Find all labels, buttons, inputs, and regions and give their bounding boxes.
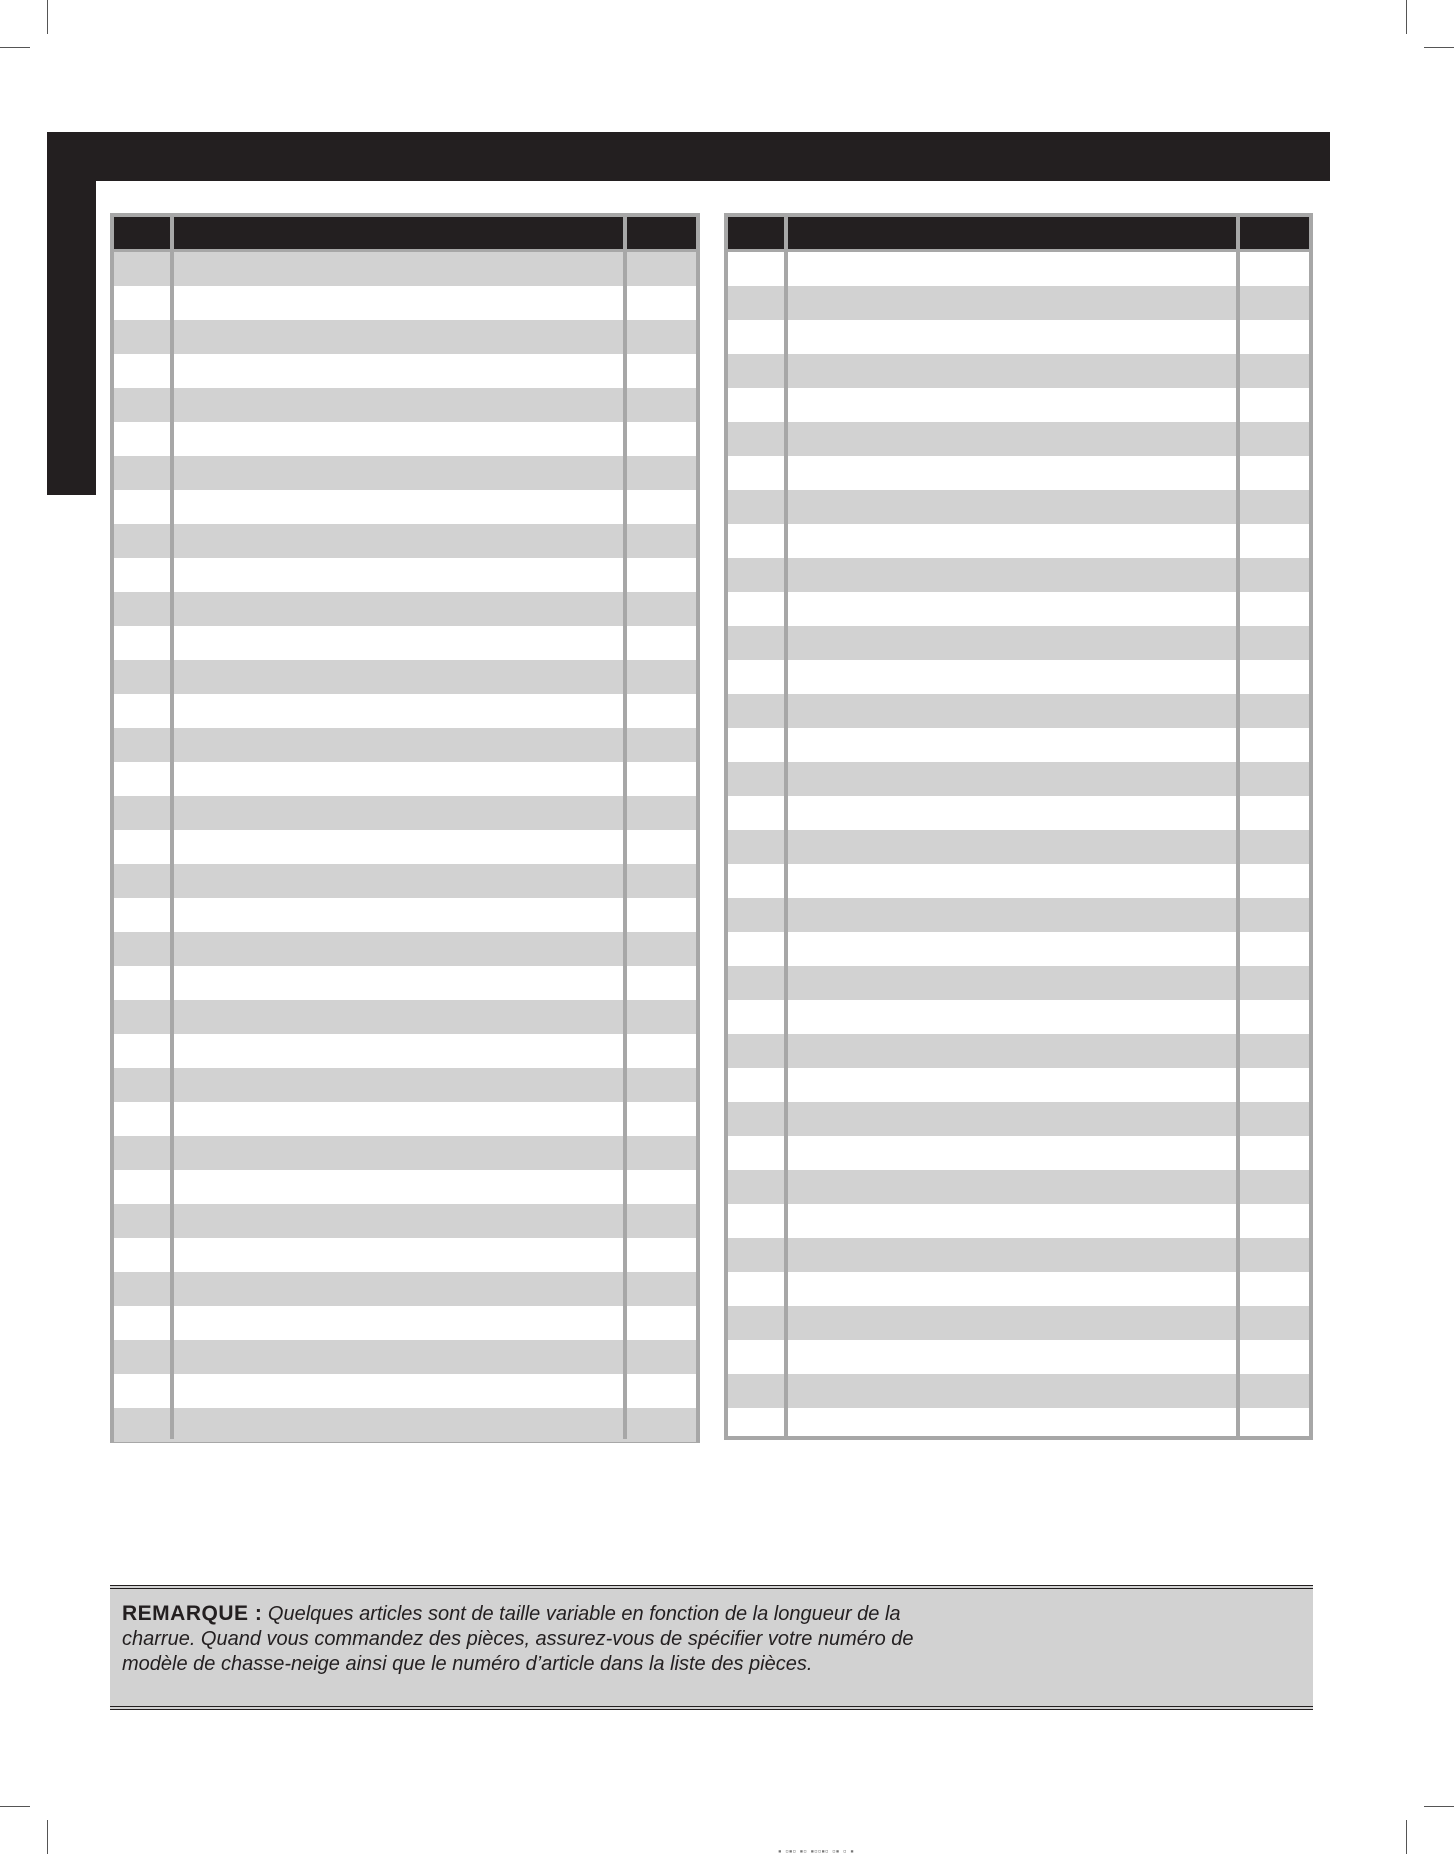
table-row [114, 728, 696, 762]
table-row [728, 1340, 1309, 1374]
table-row [114, 1000, 696, 1034]
column-header-quantity [627, 217, 696, 249]
table-row [728, 626, 1309, 660]
column-divider [784, 252, 788, 1436]
table-row [114, 660, 696, 694]
table-row [114, 796, 696, 830]
table-row [728, 728, 1309, 762]
column-header-quantity [1240, 217, 1309, 249]
table-row [114, 1272, 696, 1306]
crop-mark [1406, 0, 1407, 34]
table-row [728, 1170, 1309, 1204]
table-row [728, 762, 1309, 796]
table-row [728, 422, 1309, 456]
crop-mark [0, 1806, 30, 1807]
table-row [114, 694, 696, 728]
table-row [114, 252, 696, 286]
table-row [728, 1306, 1309, 1340]
table-row [114, 1238, 696, 1272]
table-header [728, 217, 1309, 252]
table-row [114, 422, 696, 456]
parts-table-left [110, 213, 700, 1443]
table-row [728, 558, 1309, 592]
table-row [728, 898, 1309, 932]
column-header-description [174, 217, 623, 249]
table-row [728, 354, 1309, 388]
side-tab [47, 132, 96, 495]
table-row [114, 898, 696, 932]
table-row [114, 1102, 696, 1136]
table-row [114, 1068, 696, 1102]
table-row [728, 1204, 1309, 1238]
table-row [114, 388, 696, 422]
table-row [114, 1136, 696, 1170]
column-header-item [114, 217, 170, 249]
note-body: Quelques articles sont de taille variable en fonction de la longueur de la charrue. Quand vous commandez des pièces, assurez-vous de spécifier votre numéro de modèle de chasse-neige ainsi que le numéro d’article dans la liste des pièces. [122, 1603, 914, 1675]
crop-mark [47, 1820, 48, 1854]
table-row [114, 1340, 696, 1374]
column-divider [623, 252, 627, 1439]
table-row [728, 1136, 1309, 1170]
table-row [728, 966, 1309, 1000]
table-row [728, 388, 1309, 422]
table-row [728, 1034, 1309, 1068]
table-row [114, 966, 696, 1000]
table-row [728, 320, 1309, 354]
table-row [728, 1374, 1309, 1408]
table-row [728, 524, 1309, 558]
table-row [114, 932, 696, 966]
column-header-description [788, 217, 1236, 249]
table-row [114, 1204, 696, 1238]
table-row [728, 1068, 1309, 1102]
table-body [728, 252, 1309, 1436]
table-row [728, 830, 1309, 864]
table-row [114, 1306, 696, 1340]
table-row [728, 660, 1309, 694]
column-divider [170, 252, 174, 1439]
table-row [728, 456, 1309, 490]
column-header-item [728, 217, 784, 249]
table-row [728, 932, 1309, 966]
table-row [114, 558, 696, 592]
table-row [114, 1170, 696, 1204]
table-row [728, 490, 1309, 524]
table-row [728, 1408, 1309, 1442]
table-row [114, 1034, 696, 1068]
table-row [114, 286, 696, 320]
crop-mark [1424, 1806, 1454, 1807]
crop-mark [0, 47, 30, 48]
table-row [114, 524, 696, 558]
page-header-bar [47, 132, 1330, 181]
table-row [728, 592, 1309, 626]
table-row [114, 1374, 696, 1408]
table-row [114, 592, 696, 626]
table-row [728, 1000, 1309, 1034]
table-row [114, 354, 696, 388]
table-row [114, 320, 696, 354]
table-header [114, 217, 696, 252]
table-row [114, 830, 696, 864]
table-row [114, 456, 696, 490]
table-row [728, 252, 1309, 286]
column-divider [1236, 252, 1240, 1436]
table-row [728, 1272, 1309, 1306]
note-box [110, 1585, 1313, 1710]
table-row [114, 864, 696, 898]
crop-mark [1424, 47, 1454, 48]
crop-mark [47, 0, 48, 34]
table-row [114, 1408, 696, 1442]
parts-table-right [724, 213, 1313, 1440]
table-row [728, 796, 1309, 830]
table-row [114, 626, 696, 660]
table-row [728, 286, 1309, 320]
crop-mark [1406, 1820, 1407, 1854]
table-row [114, 762, 696, 796]
table-row [728, 864, 1309, 898]
table-body [114, 252, 696, 1439]
table-row [728, 1102, 1309, 1136]
note-text [122, 1601, 922, 1677]
table-row [728, 694, 1309, 728]
note-label: REMARQUE : [122, 1602, 263, 1625]
table-row [728, 1238, 1309, 1272]
table-row [114, 490, 696, 524]
print-marks: ▪ ▫▪▫ ▪▫ ▪▫▫▪▫ ▫▪ ▫ ▪ [778, 1848, 854, 1855]
